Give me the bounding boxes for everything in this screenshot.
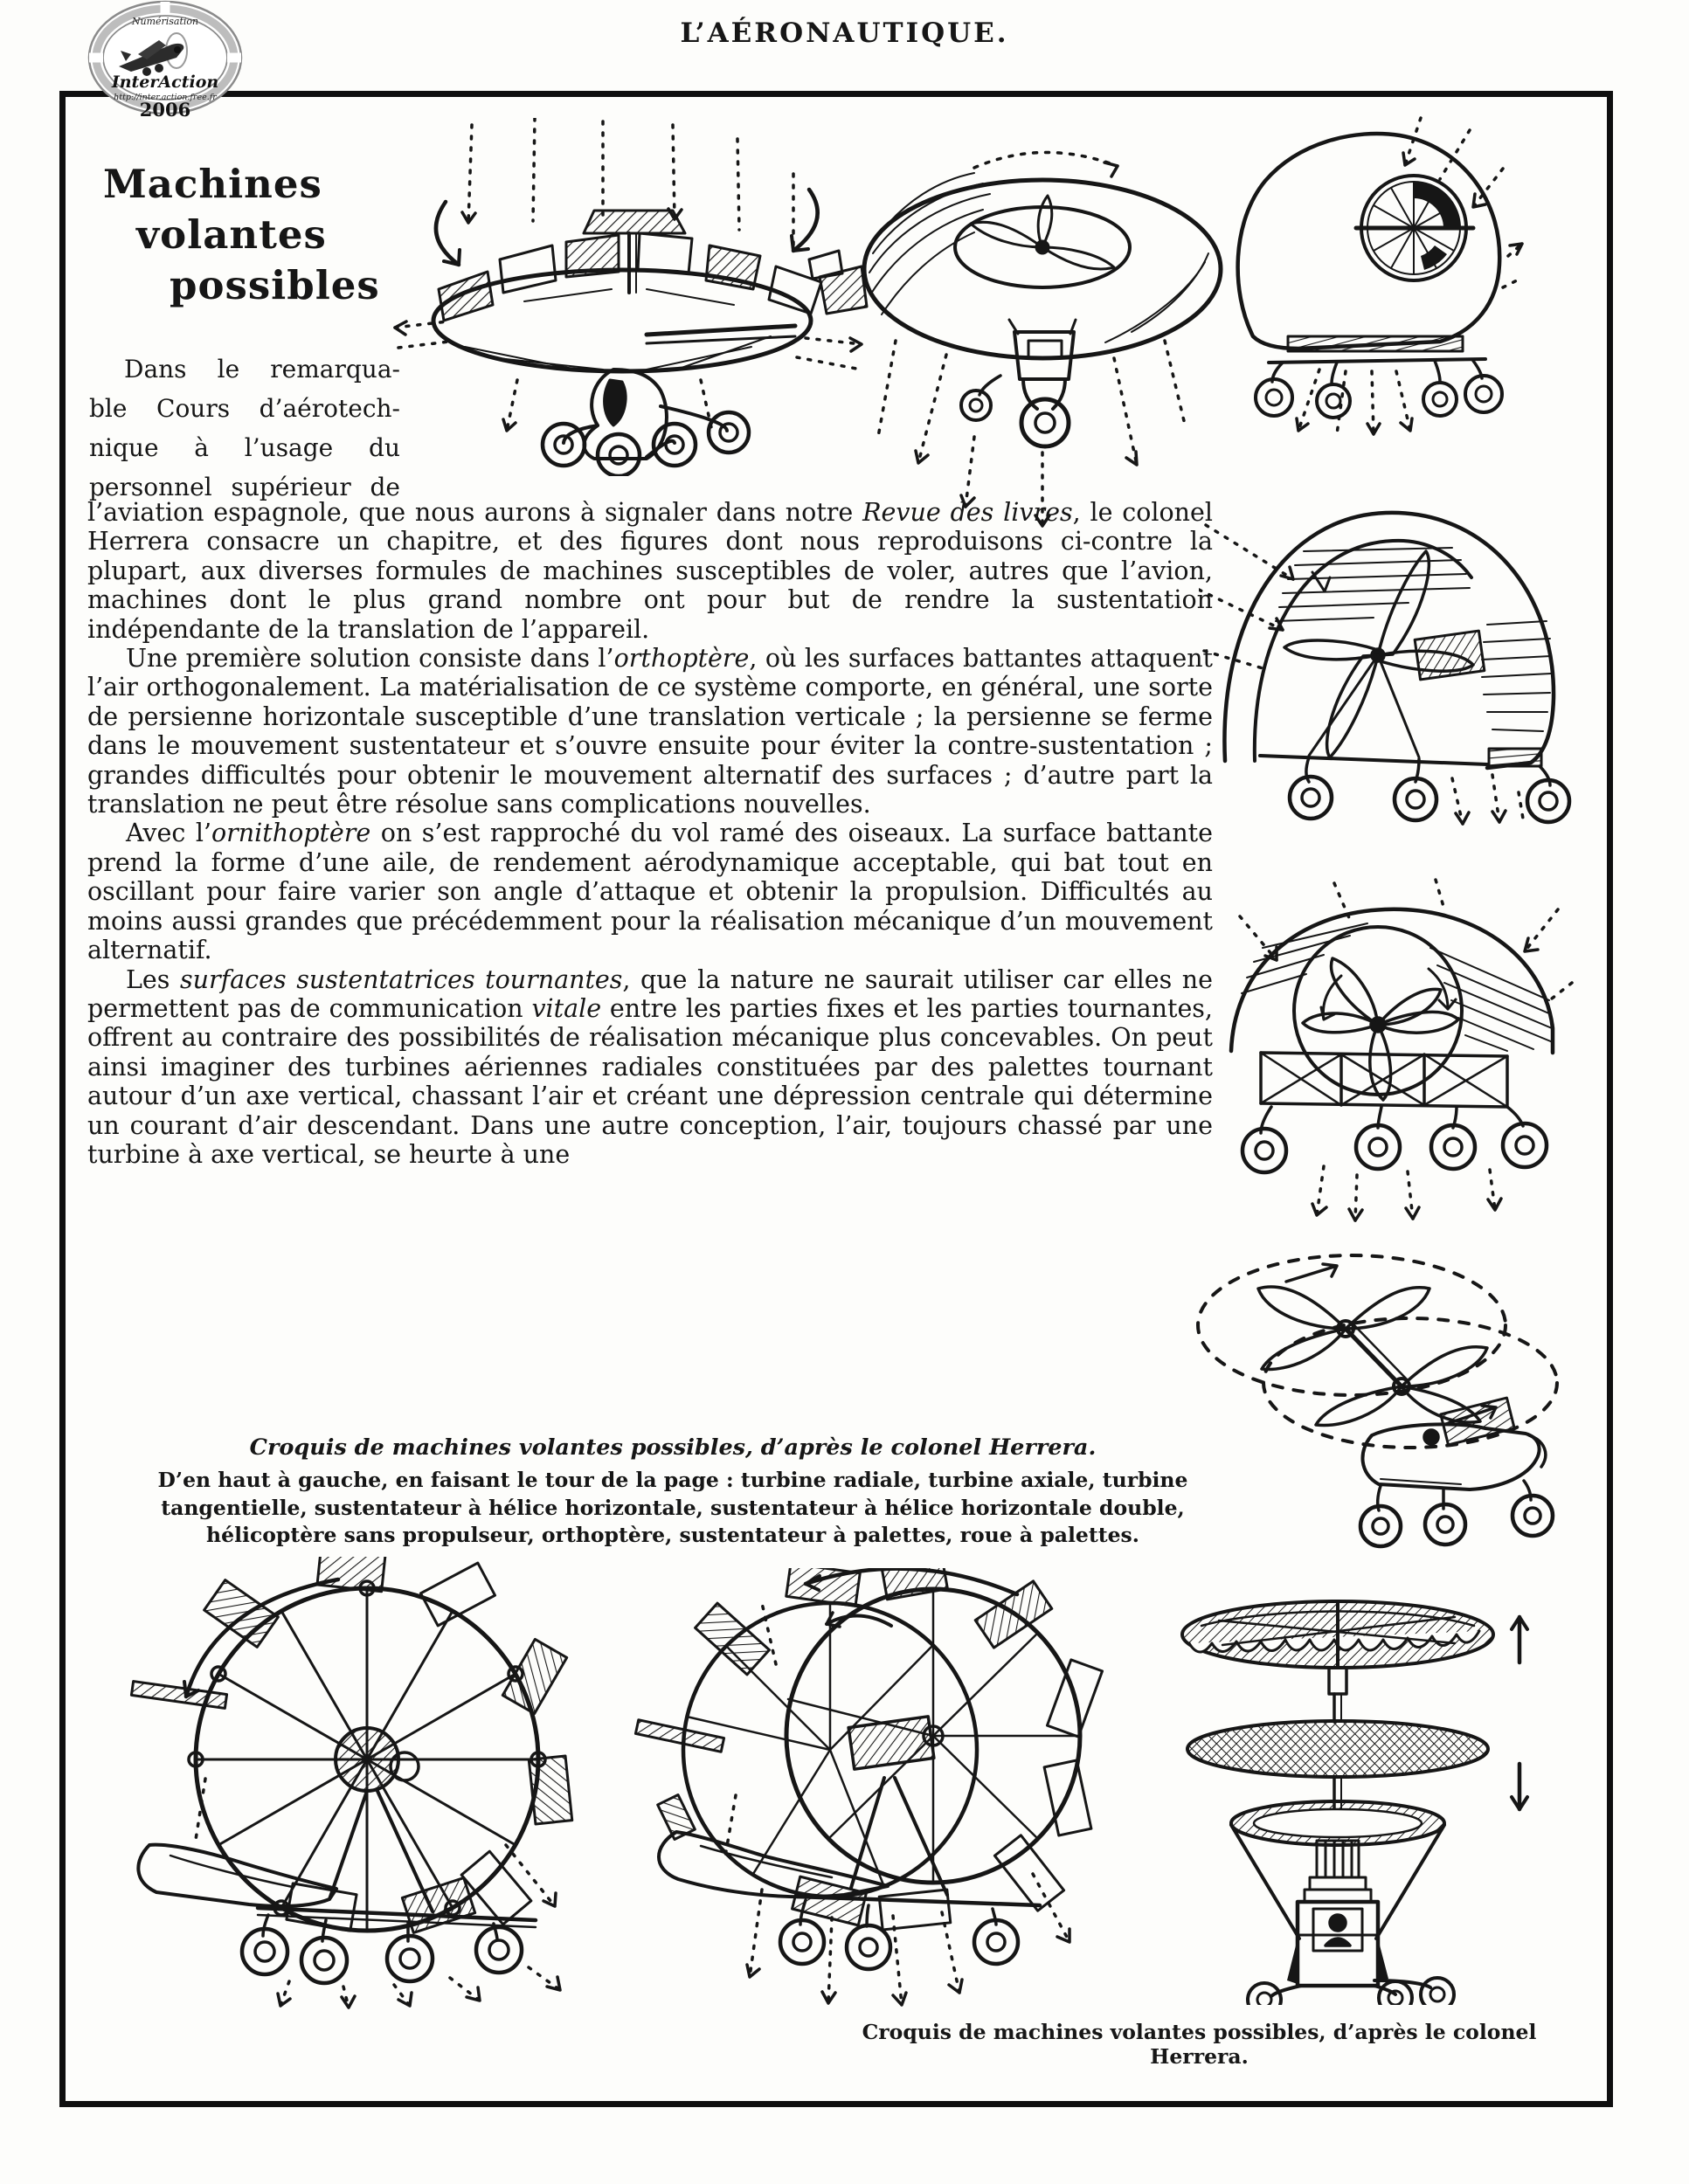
paragraph: Une première solution consiste dans l’orthoptère, où les surfaces battantes attaquent l’air orthogonalement. La matérialisation de ce système comporte, en général, une sorte de persienne horizontale susceptible d’une translation verticale ; la persienne se ferme dans le mouvement sustentateur et s’ouvre ensuite pour éviter la contre-sustentation ; grandes difficultés pour obtenir le mouvement alternatif des surfaces ; d’autre part la translation ne peut être résolue sans complications nouvelles. bbox=[87, 644, 1213, 819]
article-title-line: Machines bbox=[103, 161, 322, 207]
figure-roue-a-palettes bbox=[118, 1557, 594, 2011]
bottom-figure-caption: Croquis de machines volantes possibles, d’après le colonel Herrera. bbox=[862, 2020, 1537, 2069]
stamp-top-label: Numérisation bbox=[131, 16, 199, 27]
figure-orthoptere bbox=[1166, 1586, 1544, 2005]
paragraph: l’aviation espagnole, que nous aurons à signaler dans notre Revue des livres, le colonel Herrera consacre un chapitre, et des figures dont nous reproduisons ci-contre la plupart, aux diverses formules de machines susceptibles de voler, autres que l’avion, machines dont le plus grand nombre ont pour but de rendre la sustentation indépendante de la translation de l’appareil. bbox=[87, 498, 1213, 644]
stamp-org-name: InterAction bbox=[111, 73, 219, 92]
intro-line: ble Cours d’aérotech- bbox=[89, 394, 400, 423]
article-title-line: possibles bbox=[170, 262, 380, 308]
figure-caption-block bbox=[131, 1434, 1215, 1550]
figure-caption-body: D’en haut à gauche, en faisant le tour de la page : turbine radiale, turbine axiale, turbine tangentielle, sustentateur à hélice horizontale, sustentateur à hélice horizontale double, hélicoptère sans propulseur, orthoptère, sustentateur à palettes, roue à palettes. bbox=[157, 1468, 1188, 1547]
stamp-graphic bbox=[86, 0, 245, 119]
paragraph: Les surfaces sustentatrices tournantes, que la nature ne saurait utiliser car elles ne permettent pas de communication vitale entre les parties fixes et les parties tournantes, offrent au contraire des possibilités de réalisation mécanique plus concevables. On peut ainsi imaginer des turbines aériennes radiales constituées par des palettes tournant autour d’un axe vertical, chassant l’air et créant une dépression centrale qui détermine un courant d’air descendant. Dans une autre conception, l’air, toujours chassé par une turbine à axe vertical, se heurte à une bbox=[87, 964, 1213, 1169]
digitization-stamp bbox=[86, 0, 245, 119]
article-title-line: volantes bbox=[136, 211, 327, 258]
paragraph: Avec l’ornithoptère on s’est rapproché du vol ramé des oiseaux. La surface battante prend la forme d’une aile, de rendement aérodynamique acceptable, qui bat tout en oscillant pour faire varier son angle d’attaque et obtenir la propulsion. Difficultés au moins aussi grandes que précédemment pour la réalisation mécanique d’un mouvement alternatif. bbox=[87, 819, 1213, 965]
figure-sustentateur-a-palettes bbox=[622, 1568, 1107, 2018]
figure-turbine-tangentielle bbox=[1215, 116, 1525, 439]
stamp-url: http://inter.action.free.fr bbox=[114, 93, 217, 102]
figure-sustentateur-helice-horizontale bbox=[1199, 467, 1579, 826]
figure-turbine-axiale bbox=[843, 122, 1241, 559]
intro-line: Dans le remarqua- bbox=[124, 355, 400, 384]
journal-title: L’AÉRONAUTIQUE. bbox=[680, 17, 1009, 49]
article-title bbox=[103, 159, 380, 311]
figure-caption-title: Croquis de machines volantes possibles, d’après le colonel Herrera. bbox=[249, 1434, 1097, 1461]
intro-line: nique à l’usage du bbox=[89, 433, 400, 462]
figure-sustentateur-helice-horizontale-double bbox=[1210, 878, 1577, 1223]
stamp-year: 2006 bbox=[139, 99, 191, 119]
figure-turbine-radiale bbox=[384, 118, 869, 476]
intro-narrow-column bbox=[89, 349, 400, 507]
intro-line: personnel supérieur de bbox=[89, 473, 400, 501]
figure-helicoptere-sans-propulseur bbox=[1181, 1227, 1579, 1577]
article-body bbox=[87, 498, 1213, 1429]
